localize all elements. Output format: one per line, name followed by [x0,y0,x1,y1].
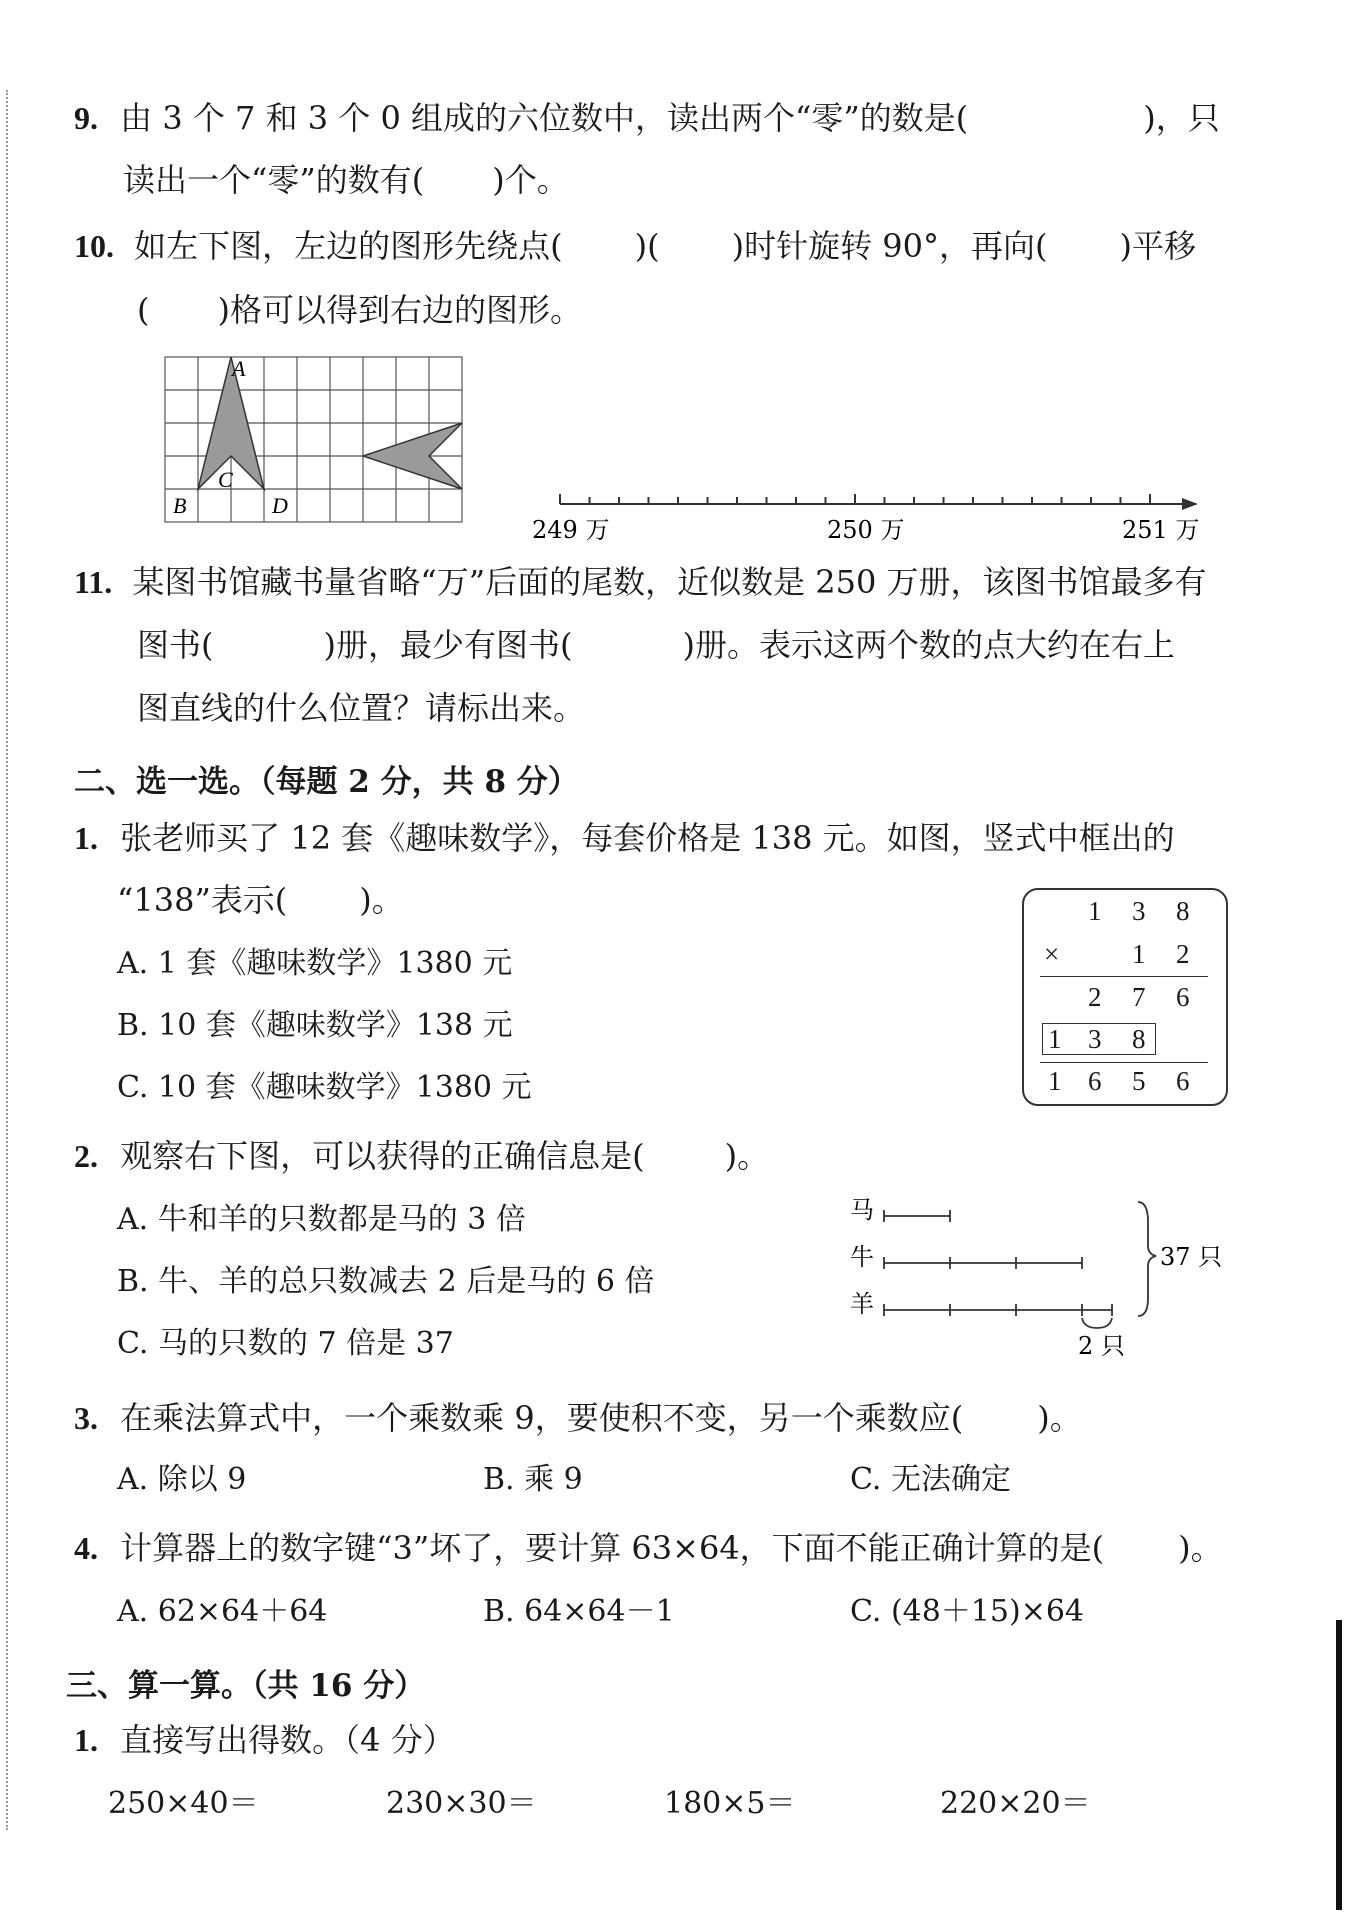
s1-expr-4[interactable]: 220×20＝ [940,1786,1091,1821]
calc-rule-1 [1040,976,1208,977]
q9-line1 [74,98,1220,138]
c2-text-b: )。 [724,1137,770,1175]
q9-number: 9. [74,100,98,136]
s1-title: 直接写出得数。（4 分） [120,1721,455,1759]
q9-line2 [123,160,569,200]
c3-text-b: )。 [1037,1399,1082,1437]
total-label: 37 只 [1160,1243,1223,1271]
q9-text-b: )，只 [1143,99,1220,137]
calc-r1-d2: 3 [1132,896,1146,926]
c4-option-b[interactable]: B. 64×64－1 [483,1594,675,1629]
c2-text-a: 观察右下图，可以获得的正确信息是( [120,1137,645,1175]
q11-text-b: 图书( [137,626,214,664]
calc-r2-d2: 2 [1176,939,1190,969]
segment-bars [884,1202,1156,1328]
rotation-grid-figure [160,352,470,528]
s1-expr-2[interactable]: 230×30＝ [386,1786,537,1821]
calc-rule-2 [1040,1062,1208,1063]
q11-line3: 图直线的什么位置？请标出来。 [137,689,586,727]
calc-times-sign: × [1044,939,1060,969]
c3-option-b[interactable]: B. 乘 9 [483,1462,583,1497]
binding-dotted-line [6,90,8,1830]
q10-text-b: )( [634,227,660,265]
cow-label: 牛 [850,1243,874,1271]
q11-line1 [74,562,1207,602]
q9-text-a: 由 3 个 7 和 3 个 0 组成的六位数中，读出两个“零”的数是( [120,99,969,137]
c1-option-c[interactable]: C. 10 套《趣味数学》1380 元 [117,1070,532,1105]
q11-text-d: )册。表示这两个数的点大约在右上 [682,626,1175,664]
c2-number: 2. [74,1138,98,1174]
calc-r5-d4: 6 [1176,1066,1190,1096]
point-d-label: D [272,493,288,518]
point-c-label: C [218,467,233,492]
tick-label-250: 250 万 [827,516,905,544]
point-a-label: A [232,356,246,381]
calc-r4-d2: 3 [1088,1024,1102,1054]
c3-option-a[interactable]: A. 除以 9 [117,1462,247,1497]
segment-diagram [846,1188,1236,1358]
c2-option-b[interactable]: B. 牛、羊的总只数减去 2 后是马的 6 倍 [117,1264,655,1299]
c3-text-a: 在乘法算式中，一个乘数乘 9，要使积不变，另一个乘数应( [120,1399,964,1437]
c4-number: 4. [74,1530,98,1566]
calc-r2-d1: 1 [1132,939,1146,969]
c4-option-c[interactable]: C. (48＋15)×64 [850,1594,1085,1629]
c3-number: 3. [74,1400,98,1436]
sheep-label: 羊 [850,1290,874,1318]
s1-line1 [74,1720,455,1760]
calc-r4-d1: 1 [1048,1024,1062,1054]
q11-text-a: 某图书馆藏书量省略“万”后面的尾数，近似数是 250 万册，该图书馆最多有 [132,563,1207,601]
calc-r3-d2: 7 [1132,982,1146,1012]
q10-text-f: )格可以得到右边的图形。 [217,291,582,329]
calc-r1-d3: 8 [1176,896,1190,926]
calc-r3-d1: 2 [1088,982,1102,1012]
calc-r5-d1: 1 [1048,1066,1062,1096]
c1-number: 1. [74,820,98,856]
calc-r1-d1: 1 [1088,896,1102,926]
q10-text-a: 如左下图，左边的图形先绕点( [134,227,563,265]
q9-text-d: )个。 [492,161,569,199]
c4-line1 [74,1528,1223,1568]
q9-text-c: 读出一个“零”的数有( [123,161,425,199]
q11-text-c: )册，最少有图书( [323,626,573,664]
c1-line2 [117,880,404,920]
s1-number: 1. [74,1722,98,1758]
c1-text-b: “138”表示( [117,881,288,919]
c4-text-a: 计算器上的数字键“3”坏了，要计算 63×64，下面不能正确计算的是( [120,1529,1105,1567]
c2-option-a[interactable]: A. 牛和羊的只数都是马的 3 倍 [117,1202,526,1237]
c3-line1 [74,1398,1082,1438]
c1-option-a[interactable]: A. 1 套《趣味数学》1380 元 [117,946,513,981]
calc-r4-d3: 8 [1132,1024,1146,1054]
number-line-arrow [1182,498,1198,510]
c2-line1 [74,1136,769,1176]
section-2-title: 二、选一选。（每题 2 分，共 8 分） [74,764,579,800]
calc-r3-d3: 6 [1176,982,1190,1012]
c1-text-a: 张老师买了 12 套《趣味数学》，每套价格是 138 元。如图，竖式中框出的 [120,819,1175,857]
c1-text-c: )。 [359,881,404,919]
number-line [530,480,1210,550]
c4-option-a[interactable]: A. 62×64＋64 [117,1594,328,1629]
s1-expr-1[interactable]: 250×40＝ [108,1786,259,1821]
q10-text-d: )平移 [1119,227,1197,265]
tick-label-249: 249 万 [532,516,610,544]
c2-option-c[interactable]: C. 马的只数的 7 倍是 37 [117,1326,454,1361]
point-b-label: B [173,493,187,518]
tick-label-251: 251 万 [1122,516,1200,544]
q10-line2 [137,290,582,330]
c1-line1 [74,818,1175,858]
section-3-title: 三、算一算。（共 16 分） [66,1668,426,1704]
c1-option-b[interactable]: B. 10 套《趣味数学》138 元 [117,1008,513,1043]
calc-r5-d3: 5 [1132,1066,1146,1096]
number-line-ticks [560,494,1150,504]
s1-expr-3[interactable]: 180×5＝ [664,1786,796,1821]
horse-label: 马 [850,1196,874,1224]
q10-text-c: )时针旋转 90°，再向( [731,227,1048,265]
extra-label: 2 只 [1078,1332,1125,1358]
q11-line2 [137,625,1175,665]
c4-text-b: )。 [1178,1529,1223,1567]
calc-r5-d2: 6 [1088,1066,1102,1096]
q10-text-e: ( [137,291,150,329]
c3-option-c[interactable]: C. 无法确定 [850,1462,1011,1497]
q10-number: 10. [74,228,114,264]
scan-edge-bar [1336,1620,1342,1910]
q10-line1 [74,226,1196,266]
vertical-multiplication-box [1022,888,1228,1106]
q11-number: 11. [74,564,113,600]
